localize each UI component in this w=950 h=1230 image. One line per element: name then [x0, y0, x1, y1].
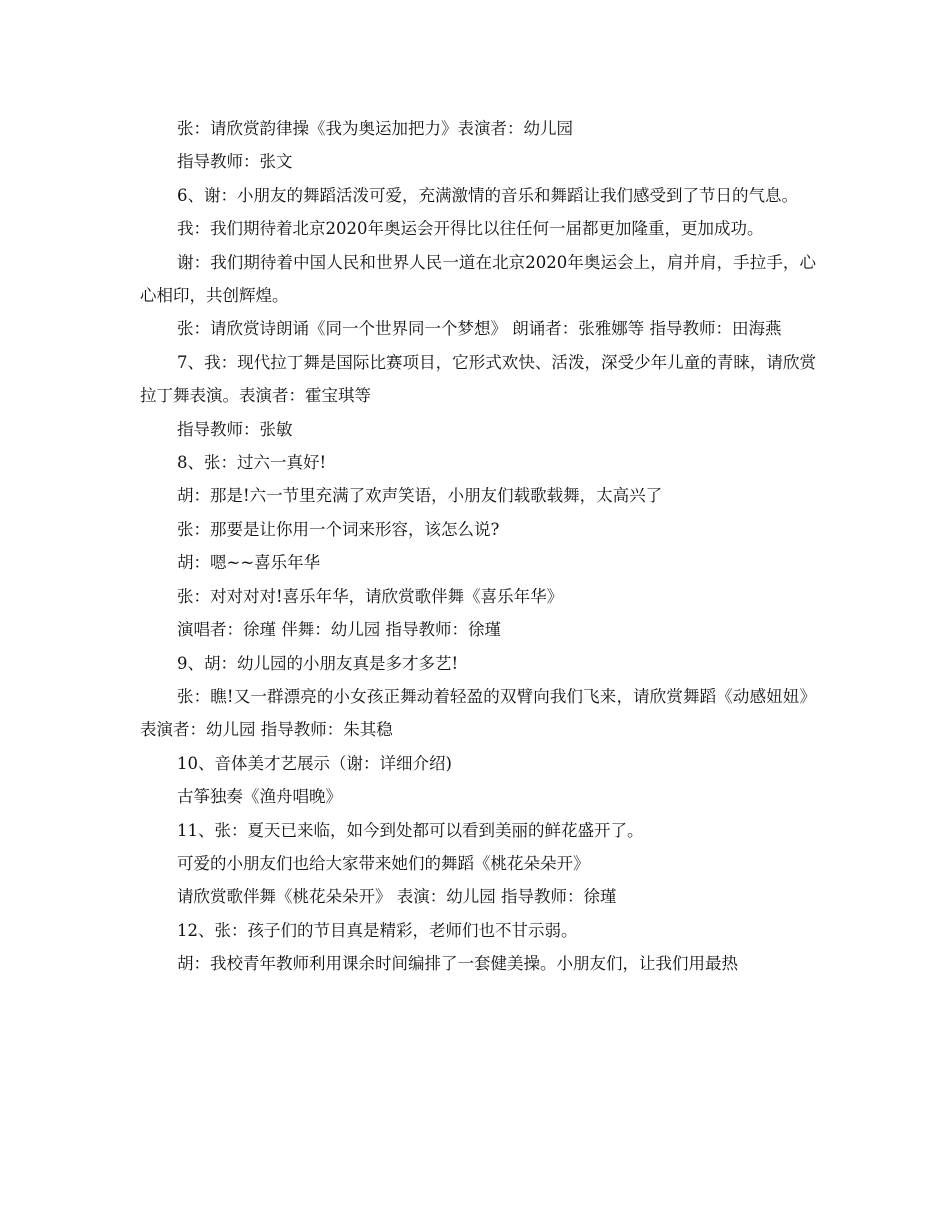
paragraph: 10、音体美才艺展示（谢：详细介绍) — [177, 753, 452, 773]
paragraph: 9、胡：幼儿园的小朋友真是多才多艺! — [177, 653, 459, 673]
paragraph: 可爱的小朋友们也给大家带来她们的舞蹈《桃花朵朵开》 — [177, 853, 590, 873]
paragraph: 胡：我校青年教师利用课余时间编排了一套健美操。小朋友们，让我们用最热 — [177, 954, 738, 974]
paragraph: 谢：我们期待着中国人民和世界人民一道在北京2020年奥运会上，肩并肩，手拉手，心心相印，共创辉煌。 — [140, 252, 816, 306]
paragraph: 11、张：夏天已来临，如今到处都可以看到美丽的鲜花盛开了。 — [177, 820, 644, 840]
paragraph: 请欣赏歌伴舞《桃花朵朵开》 表演：幼儿园 指导教师：徐瑾 — [177, 887, 617, 907]
paragraph: 古筝独奏《渔舟唱晚》 — [177, 787, 342, 807]
paragraph: 7、我：现代拉丁舞是国际比赛项目，它形式欢快、活泼，深受少年儿童的青睐，请欣赏拉丁舞表演。表演者：霍宝琪等 — [140, 352, 816, 406]
paragraph: 张：请欣赏诗朗诵《同一个世界同一个梦想》 朗诵者：张雅娜等 指导教师：田海燕 — [177, 319, 782, 339]
paragraph: 6、谢：小朋友的舞蹈活泼可爱，充满激情的音乐和舞蹈让我们感受到了节日的气息。 — [177, 185, 798, 205]
paragraph: 胡：那是!六一节里充满了欢声笑语，小朋友们载歌载舞，太高兴了 — [177, 486, 663, 506]
paragraph: 张：对对对对!喜乐年华，请欣赏歌伴舞《喜乐年华》 — [177, 586, 564, 606]
paragraph: 8、张：过六一真好! — [177, 453, 327, 473]
paragraph: 指导教师：张敏 — [177, 419, 293, 439]
paragraph: 张：那要是让你用一个词来形容，该怎么说? — [177, 519, 500, 539]
paragraph: 胡：嗯~~喜乐年华 — [177, 553, 321, 573]
document-body — [140, 112, 816, 981]
paragraph: 张：瞧!又一群漂亮的小女孩正舞动着轻盈的双臂向我们飞来，请欣赏舞蹈《动感妞妞》 表演者：幼儿园 指导教师：朱其稳 — [140, 686, 816, 740]
paragraph: 我：我们期待着北京2020年奥运会开得比以往任何一届都更加隆重，更加成功。 — [177, 219, 764, 239]
paragraph: 演唱者：徐瑾 伴舞：幼儿园 指导教师：徐瑾 — [177, 620, 501, 640]
paragraph: 张：请欣赏韵律操《我为奥运加把力》表演者：幼儿园 — [177, 119, 573, 138]
paragraph: 12、张：孩子们的节目真是精彩，老师们也不甘示弱。 — [177, 920, 578, 940]
paragraph: 指导教师：张文 — [177, 152, 293, 172]
